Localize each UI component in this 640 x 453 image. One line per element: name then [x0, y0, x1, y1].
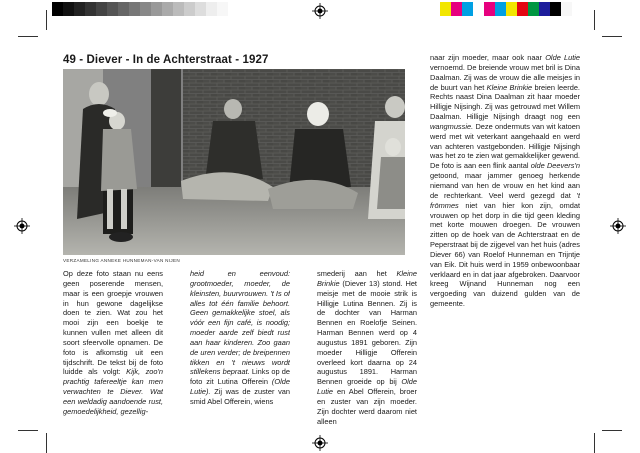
calibration-swatch: [63, 2, 74, 16]
italic-name: Kleine Brinkie: [486, 82, 533, 92]
italic-name: Olde Lutie: [545, 53, 580, 62]
page-title: 49 - Diever - In de Achterstraat - 1927: [63, 54, 269, 66]
text-column-4: [430, 53, 580, 425]
crop-mark: [602, 430, 622, 431]
calibration-swatch: [506, 2, 517, 16]
italic-term: 't frömmes: [430, 190, 580, 210]
text-column-3: [317, 269, 417, 449]
quoted-text: heid en eenvoud: grootmoeder, moeder, de kleinsten, buurvrouwen. 't Is of alles tot één familie behoort. Geen gemakkelijke stoel, als vóór een fijn café, is noodig; moeder aarde zelf biedt rust aan haar kinderen. Zoo gaan de uren verder; de breipennen tikken en 't nieuws wordt stillekens bepraat.: [190, 269, 290, 377]
italic-term: olde Deevers'n: [530, 161, 580, 171]
italic-name: (Olde Lutie).: [190, 377, 290, 397]
calibration-swatch: [495, 2, 506, 16]
body-text: en Abel Offerein, broer en zuster van zijn moeder. Zijn dochter werd daarom niet alleen: [317, 387, 417, 426]
calibration-swatch: [539, 2, 550, 16]
body-text: niet van hier kon zijn, omdat vrouwen op het dorp in die tijd geen kleding met korte mouwen droegen. De vrouwen zitten op de hoek van de Achterstraat en de Peperstraat bij de zijgevel van het huis (adres Diever 66) van Roelof Hunneman en Trijntje van Eik. Dit huis werd in 1959 onbewoonbaar verklaard en in dat jaar afgebroken. Daarvoor kreeg Wijnand Hunneman nog een vergoeding van duizend gulden van de gemeente.: [430, 200, 580, 309]
body-text: Op deze foto staan nu eens geen poserende mensen, maar is een groepje vrouwen in hun gewone dagelijkse doen te zien. Wat zou het mooi zijn een boekje te kunnen vullen met alleen dit soort sfeervolle opnamen. De foto is afkomstig uit een tijdschrift. De tekst bij de foto luidde als volgt:: [63, 269, 163, 377]
calibration-swatch: [473, 2, 484, 16]
registration-target-icon: [610, 218, 626, 234]
body-text: Zij was de zuster van smid Abel Offerein, wiens: [190, 387, 290, 406]
body-text: Deze ondermuts van wit katoen werd met wit veterkant aangehaald en werd van achteren vastgebonden. Hilligje Nijsingh was het zo te zien wat gemakkelijker gewend. De foto is aan een flink aantal: [430, 121, 580, 171]
crop-mark: [46, 433, 47, 453]
crop-mark: [46, 10, 47, 30]
calibration-swatch: [118, 2, 129, 16]
body-text: naar zijn moeder, maar ook naar: [430, 53, 546, 62]
calibration-swatch: [52, 2, 63, 16]
body-text: smederij aan het: [317, 269, 397, 278]
registration-target-icon: [14, 218, 30, 234]
body-text: vernoemd. De breiende vrouw met bril is Dina Daalman. Zij was de vrouw die alle meisjes in de buurt van het: [430, 62, 580, 92]
calibration-swatch: [561, 2, 572, 16]
calibration-swatch: [184, 2, 195, 16]
calibration-swatch: [162, 2, 173, 16]
calibration-swatch: [462, 2, 473, 16]
calibration-swatch: [74, 2, 85, 16]
text-column-2: [190, 269, 290, 449]
calibration-swatch: [173, 2, 184, 16]
grayscale-calibration-strip: [52, 2, 228, 16]
crop-mark: [602, 36, 622, 37]
historic-photo: [63, 69, 405, 255]
calibration-swatch: [96, 2, 107, 16]
calibration-swatch: [517, 2, 528, 16]
photo-credit: VERZAMELING ANNEKE HUNNEMAN-VAN NIJEN: [63, 258, 180, 263]
body-text: breien leerde. Rechts naast Dina Daalman zit haar moeder Hilligje Nijsingh. Zij was getrouwd met Willem Daalman. Hilligje Nijsingh draagt nog een: [430, 82, 580, 122]
text-column-1: [63, 269, 163, 449]
calibration-swatch: [217, 2, 228, 16]
calibration-swatch: [550, 2, 561, 16]
body-text: Links op de foto zit Lutina Offerein: [190, 367, 290, 387]
calibration-swatch: [206, 2, 217, 16]
registration-target-icon: [312, 3, 328, 19]
crop-mark: [18, 430, 38, 431]
body-text: (Diever 13) stond. Het meisje met de mooie strik is Hilligje Lutina Bennen. Zij is de dochter van Harman Bennen en Roelofje Seinen. Harman Bennen werd op 4 augustus 1891 geboren. Zijn moeder Hilligje Offerein overleed kort daarna op 24 augustus 1891. Harman Bennen groeide op bij: [317, 278, 417, 387]
italic-name: Kleine Brinkie: [317, 269, 417, 288]
calibration-swatch: [195, 2, 206, 16]
calibration-swatch: [129, 2, 140, 16]
calibration-swatch: [140, 2, 151, 16]
crop-mark: [594, 433, 595, 453]
calibration-swatch: [151, 2, 162, 16]
italic-term: wangmussie.: [430, 121, 474, 131]
calibration-swatch: [451, 2, 462, 16]
italic-name: Olde Lutie: [317, 377, 417, 397]
calibration-swatch: [85, 2, 96, 16]
body-text: getoond, maar jammer genoeg herkende niemand van hen de vrouw en het kind aan de rechterkant. Veel werd gezegd dat: [430, 171, 580, 200]
color-calibration-strip: [440, 2, 572, 16]
crop-mark: [18, 36, 38, 37]
crop-mark: [594, 10, 595, 30]
calibration-swatch: [440, 2, 451, 16]
quoted-text: Kijk, zoo'n prachtig tafereeltje kan men verwachten te Diever. Wat een weldadig aandoende rust, gemoedelijkheid, gezellig-: [63, 367, 163, 416]
calibration-swatch: [528, 2, 539, 16]
calibration-swatch: [107, 2, 118, 16]
calibration-swatch: [484, 2, 495, 16]
